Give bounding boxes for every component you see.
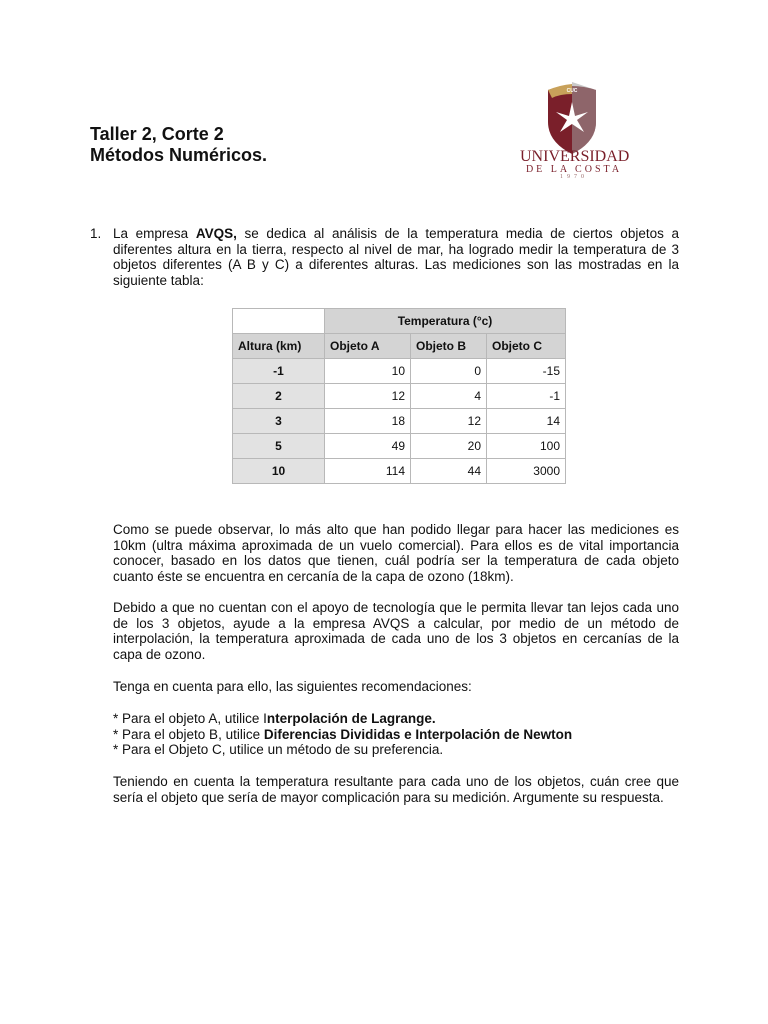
rec-b-method: Diferencias Divididas e Interpolación de Newton	[263, 726, 573, 742]
cell-objeto-a: 49	[325, 434, 411, 459]
cell-objeto-a: 12	[325, 384, 411, 409]
row-altura: 2	[233, 384, 325, 409]
title-line-2: Métodos Numéricos.	[90, 145, 268, 165]
rec-a-prefix: * Para el objeto A, utilice I	[113, 711, 267, 726]
cell-objeto-c: 100	[487, 434, 566, 459]
table-group-header: Temperatura (°c)	[325, 309, 566, 334]
cell-objeto-c: -1	[487, 384, 566, 409]
temperature-table	[232, 308, 566, 484]
cell-objeto-b: 44	[411, 459, 487, 484]
table-row	[233, 409, 566, 434]
rec-b-prefix: * Para el objeto B, utilice	[113, 726, 264, 742]
recommendation-a	[113, 711, 679, 727]
cell-objeto-c: -15	[487, 359, 566, 384]
column-header: Objeto A	[325, 334, 411, 359]
recommendation-c: * Para el Objeto C, utilice un método de su preferencia.	[113, 742, 444, 757]
rec-a-method: nterpolación de Lagrange.	[266, 711, 436, 726]
cell-objeto-a: 114	[325, 459, 411, 484]
company-name: AVQS,	[195, 226, 237, 241]
table-row	[233, 459, 566, 484]
question-number: 1.	[90, 226, 102, 241]
cell-objeto-c: 3000	[487, 459, 566, 484]
table-row	[233, 359, 566, 384]
cell-objeto-a: 18	[325, 409, 411, 434]
cell-objeto-b: 12	[411, 409, 487, 434]
cell-objeto-b: 20	[411, 434, 487, 459]
recommendation-b	[113, 727, 679, 743]
recommendations-list	[113, 711, 679, 758]
cell-objeto-c: 14	[487, 409, 566, 434]
row-altura: -1	[233, 359, 325, 384]
title-line-1: Taller 2, Corte 2	[90, 124, 224, 144]
column-header: Altura (km)	[233, 334, 325, 359]
logo-wordmark: UNIVERSIDAD	[520, 148, 630, 165]
row-altura: 3	[233, 409, 325, 434]
intro-text-start: La empresa	[113, 226, 196, 241]
question-intro	[113, 226, 679, 288]
table-row	[233, 434, 566, 459]
row-altura: 5	[233, 434, 325, 459]
paragraph-observation: Como se puede observar, lo más alto que han podido llegar para hacer las mediciones es 10km (ultra máxima aproximada de un vuelo comercial). Para ellos es de vital importancia conocer, basado en los datos que tienen, cuál podría ser la temperatura de cada objeto cuanto éste se encuentra en cercanía de la capa de ozono (18km).	[113, 522, 679, 584]
table-row	[233, 384, 566, 409]
logo-subline: DE LA COSTA	[525, 164, 623, 175]
paragraph-question: Teniendo en cuenta la temperatura resultante para cada uno de los objetos, cuán cree que sería el objeto que sería de mayor complicación para su medición. Argumente su respuesta.	[113, 774, 679, 805]
document-title	[90, 124, 267, 166]
column-header: Objeto C	[487, 334, 566, 359]
cell-objeto-a: 10	[325, 359, 411, 384]
paragraph-recommendations-intro: Tenga en cuenta para ello, las siguientes recomendaciones:	[113, 679, 472, 694]
table-corner	[233, 309, 325, 334]
paragraph-task: Debido a que no cuentan con el apoyo de tecnología que le permita llevar tan lejos cada uno de los 3 objetos, ayude a la empresa AVQS a calcular, por medio de un método de interpolación, la temperatura aproximada de cada uno de los 3 objetos en cercanías de la capa de ozono.	[113, 600, 679, 662]
logo-badge: CUC	[566, 88, 578, 94]
row-altura: 10	[233, 459, 325, 484]
intro-text-end: se dedica al análisis de la temperatura media de ciertos objetos a diferentes altura en la tierra, respecto al nivel de mar, ha logrado medir la temperatura de 3 objetos diferentes (A B y C) a diferentes alturas. Las mediciones son las mostradas en la siguiente tabla:	[113, 226, 679, 288]
column-header: Objeto B	[411, 334, 487, 359]
logo-year: 1970	[560, 174, 588, 180]
cell-objeto-b: 0	[411, 359, 487, 384]
cell-objeto-b: 4	[411, 384, 487, 409]
